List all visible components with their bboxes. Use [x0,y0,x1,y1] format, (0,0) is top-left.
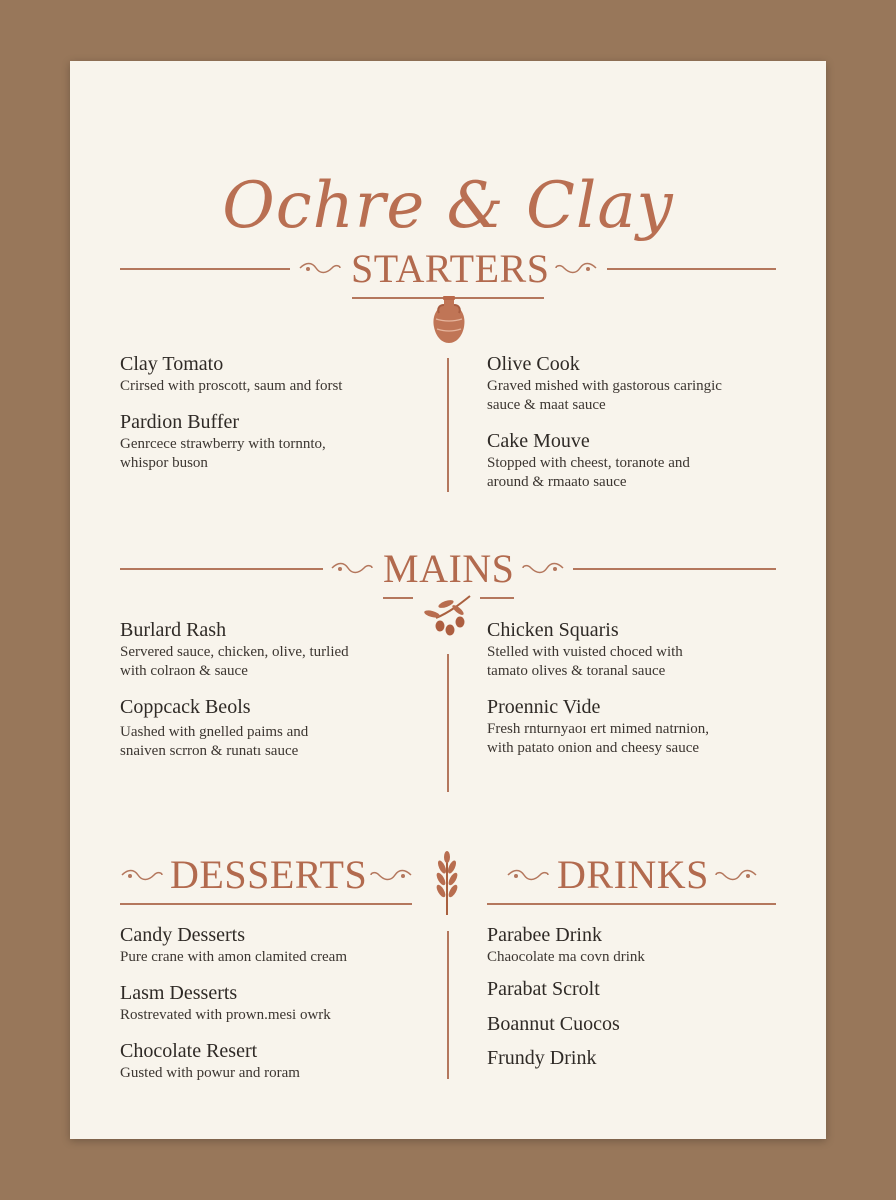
swirl-ornament-icon [506,867,550,883]
starters-rule-left [120,268,290,270]
menu-item [487,619,683,681]
item-name: Candy Desserts [120,924,245,946]
item-name: Chicken Squaris [487,619,619,641]
item-name: Boannut Cuocos [487,1013,620,1035]
swirl-ornament-icon [120,867,164,883]
item-name: Coppcack Beols [120,696,251,718]
item-name: Lasm Desserts [120,982,238,1004]
item-description: Rostrevated with prown.mesi owrk [120,1007,331,1023]
menu-item [120,353,342,396]
swirl-ornament-icon [554,260,598,276]
menu-item [120,411,326,473]
drinks-heading: DRINKS [557,852,709,897]
swirl-ornament-icon [330,560,374,576]
menu-item [487,430,690,492]
item-name: Burlard Rash [120,619,227,641]
menu-item [120,696,308,761]
mains-rule-right [573,568,776,570]
swirl-ornament-icon [298,260,342,276]
menu-card [70,61,826,1139]
desserts-underline [120,903,412,905]
menu-item [120,619,349,681]
item-description: Uashed with gnelled paims and snaiven scrron & runatı sauce [120,724,309,759]
menu-item [487,353,722,415]
wheat-icon [432,849,462,917]
item-name: Frundy Drink [487,1047,597,1069]
menu-title: Ochre & Clay [222,169,674,243]
starters-rule-right [607,268,776,270]
menu-item [487,696,709,758]
desserts-drinks-divider [447,931,449,1079]
item-name: Parabat Scrolt [487,978,600,1000]
item-description: Graved mished with gastorous caringic sauce & maat sauce [487,378,722,413]
menu-item [487,978,600,1000]
item-description: Stelled with vuisted choced with tamato olives & toranal sauce [487,644,683,679]
item-name: Clay Tomato [120,353,224,375]
drinks-underline [487,903,776,905]
menu-item [487,924,645,967]
item-name: Cake Mouve [487,430,590,452]
item-name: Parabee Drink [487,924,602,946]
menu-item [120,1040,300,1083]
mains-underline-right [480,597,514,599]
starters-heading: STARTERS [351,246,550,291]
mains-heading: MAINS [383,546,515,591]
menu-item [120,924,347,967]
olive-branch-icon [420,592,476,640]
desserts-heading: DESSERTS [170,852,368,897]
item-description: Pure crane with amon clamited cream [120,949,347,965]
starters-divider [447,358,449,492]
item-name: Chocolate Resert [120,1040,258,1062]
item-description: Gusted with powur and roram [120,1065,300,1081]
swirl-ornament-icon [521,560,565,576]
item-name: Proennic Vide [487,696,601,718]
mains-rule-left [120,568,323,570]
swirl-ornament-icon [714,867,758,883]
menu-item [120,982,331,1025]
item-description: Chaocolate ma covn drink [487,949,645,965]
clay-jar-icon [430,295,468,345]
menu-item [487,1047,596,1069]
menu-item [487,1013,620,1035]
item-description: Genrcece strawberry with tornnto, whispor buson [120,436,326,471]
mains-underline-left [383,597,413,599]
mains-divider [447,654,449,792]
item-name: Olive Cook [487,353,580,375]
swirl-ornament-icon [369,867,413,883]
item-description: Crirsed with proscott, saum and forst [120,378,343,394]
item-description: Servered sauce, chicken, olive, turlied with colraon & sauce [120,644,349,679]
item-name: Pardion Buffer [120,411,240,433]
item-description: Fresh rnturnyaoɪ ert mimed natrnion, with patato onion and cheesy sauce [487,721,710,756]
item-description: Stopped with cheest, toranote and around & rmaato sauce [487,455,690,490]
